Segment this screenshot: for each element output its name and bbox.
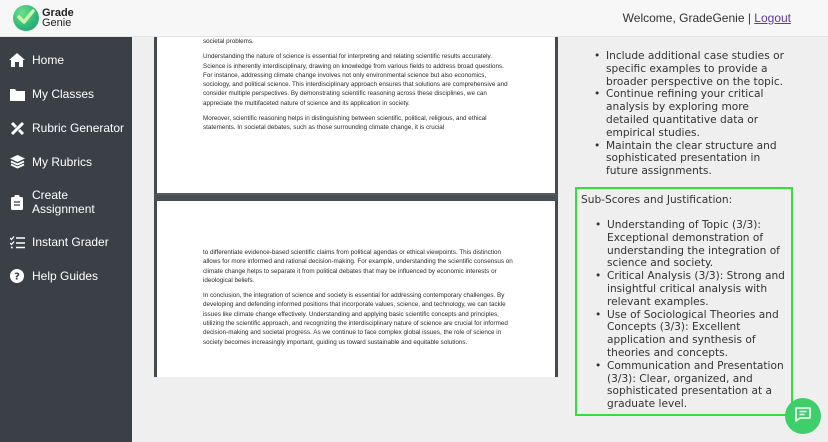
sidebar-item-home[interactable]: Home xyxy=(0,51,132,69)
layers-icon xyxy=(9,154,25,170)
logo[interactable] xyxy=(13,5,74,31)
recommendations-list xyxy=(606,50,786,178)
list-item: • Communication and Presentation (3/3): Clear, organized, and sophisticated presentation at a graduate level. xyxy=(607,360,787,411)
chat-icon xyxy=(795,407,811,426)
paragraph: Moreover, scientific reasoning helps in distinguishing between scientific, political, religious, and ethical statements. In societal debates, such as those surrounding climate change, it is crucial xyxy=(203,115,487,132)
question-circle-icon xyxy=(9,268,25,284)
document-page-2 xyxy=(154,201,558,377)
sidebar-item-rubric-generator[interactable]: Rubric Generator xyxy=(0,119,132,137)
paragraph: In conclusion, the integration of science and society is essential for addressing contemporary challenges. By developing and defending informed positions that incorporate values, science, and technology, we can tackle issues like climate change effectively. Understanding and applying basic scientific concepts and principles, utilizing the scientific approach, and recognizing the interdisciplinary nature of science are crucial for informed decision-making and societal progress. As we continue to face complex global issues, the role of science in society becomes increasingly important, guiding us toward sustainable and equitable solutions. xyxy=(203,292,508,346)
sidebar xyxy=(0,37,132,442)
sidebar-item-my-classes[interactable]: My Classes xyxy=(0,85,132,103)
list-item: • Maintain the clear structure and sophisticated presentation in future assignments. xyxy=(606,140,786,178)
document-page-1 xyxy=(154,37,558,195)
checklist-icon xyxy=(9,234,25,250)
page-1-text xyxy=(203,37,513,139)
paragraph: Understanding the nature of science is essential for interpreting and relating scientific results accurately. Science is inherently interdisciplinary, drawing on knowledge from various fields to address broad questions. For instance, addressing climate change involves not only environmental science but also economics, sociology, and political science. This interdisciplinary approach ensures that solutions are comprehensive and consider multiple perspectives. By demonstrating scientific reasoning across these disciplines, we can appreciate the multifaceted nature of science and its application in society. xyxy=(203,53,508,107)
folder-icon xyxy=(9,86,25,102)
paragraph: societal problems. xyxy=(203,38,254,45)
list-item: • Use of Sociological Theories and Concepts (3/3): Excellent application and synthesis of theories and concepts. xyxy=(607,309,787,360)
document-viewer[interactable] xyxy=(132,37,562,442)
subscores-section xyxy=(575,187,793,416)
logo-check-icon xyxy=(13,5,39,31)
logo-text: Grade Genie xyxy=(42,7,74,29)
subscores-heading: Sub-Scores and Justification: xyxy=(581,194,733,206)
clipboard-icon xyxy=(9,194,25,210)
list-item: • Understanding of Topic (3/3): Exceptional demonstration of understanding the integration of science and society. xyxy=(607,219,787,270)
tools-icon xyxy=(9,120,25,136)
page-2-text xyxy=(203,248,513,353)
feedback-panel[interactable] xyxy=(562,37,828,442)
list-item: • Include additional case studies or specific examples to provide a broader perspective on the topic. xyxy=(606,50,786,88)
welcome-text: Welcome, GradeGenie | xyxy=(622,11,751,25)
welcome-area xyxy=(623,11,791,25)
subscores-list xyxy=(607,219,787,411)
home-icon xyxy=(9,52,25,68)
logout-link[interactable]: Logout xyxy=(754,11,791,25)
sidebar-item-help-guides[interactable]: ? Help Guides xyxy=(0,267,132,285)
list-item: • Critical Analysis (3/3): Strong and insightful critical analysis with relevant examples. xyxy=(607,270,787,308)
chat-button[interactable] xyxy=(785,398,821,434)
svg-text:?: ? xyxy=(14,271,20,283)
list-item: • Continue refining your critical analysis by exploring more detailed quantitative data or empirical studies. xyxy=(606,88,786,139)
sidebar-item-instant-grader[interactable]: Instant Grader xyxy=(0,233,132,251)
top-bar xyxy=(0,0,828,37)
sidebar-item-my-rubrics[interactable]: My Rubrics xyxy=(0,153,132,171)
paragraph: to differentiate evidence-based scientific claims from political agendas or ethical viewpoints. This distinction allows for more informed and rational decision-making. For example, understanding the scientific consensus on climate change helps to separate it from political debates that may be influenced by economic interests or ideological beliefs. xyxy=(203,249,513,284)
sidebar-item-create-assignment[interactable]: Create Assignment xyxy=(0,188,132,216)
